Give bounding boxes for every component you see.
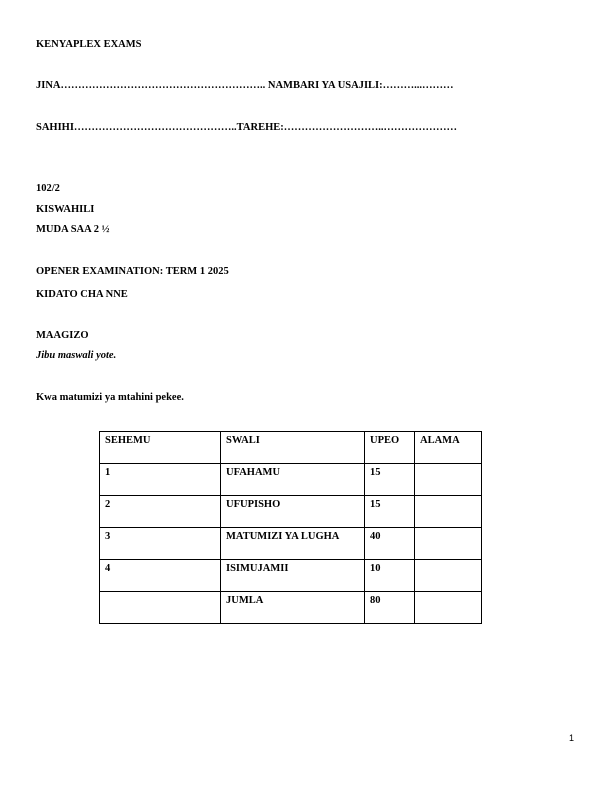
header-cell: ALAMA: [415, 432, 482, 464]
instructions-heading: MAAGIZO: [36, 330, 89, 341]
cell-sehemu: 4: [100, 560, 221, 592]
marks-table: [99, 431, 482, 624]
table-header-row: [100, 432, 482, 464]
subject: KISWAHILI: [36, 204, 95, 215]
page-number: 1: [569, 733, 575, 743]
name-registration-line: JINA………………………………………………….. NAMBARI YA USAJILI:………...………: [36, 80, 454, 91]
cell-alama[interactable]: [415, 528, 482, 560]
cell-alama[interactable]: [415, 560, 482, 592]
cell-sehemu: [100, 592, 221, 624]
cell-sehemu: 2: [100, 496, 221, 528]
duration: MUDA SAA 2 ½: [36, 224, 110, 235]
cell-sehemu: 1: [100, 464, 221, 496]
cell-sehemu: 3: [100, 528, 221, 560]
table-row: [100, 528, 482, 560]
cell-alama[interactable]: [415, 592, 482, 624]
cell-swali: ISIMUJAMII: [221, 560, 365, 592]
instructions-text: Jibu maswali yote.: [36, 350, 117, 361]
cell-upeo: 15: [365, 464, 415, 496]
header-cell: SEHEMU: [100, 432, 221, 464]
form-level: KIDATO CHA NNE: [36, 289, 128, 300]
examiner-note: Kwa matumizi ya mtahini pekee.: [36, 392, 184, 403]
cell-upeo: 40: [365, 528, 415, 560]
cell-swali: UFUPISHO: [221, 496, 365, 528]
cell-upeo: 10: [365, 560, 415, 592]
cell-alama[interactable]: [415, 464, 482, 496]
header-cell: SWALI: [221, 432, 365, 464]
signature-date-line: SAHIHI………………………………………..TAREHE:………………………..…………………: [36, 122, 457, 133]
cell-swali: MATUMIZI YA LUGHA: [221, 528, 365, 560]
cell-upeo: 15: [365, 496, 415, 528]
header-cell: UPEO: [365, 432, 415, 464]
table-row: [100, 464, 482, 496]
table-total-row: [100, 592, 482, 624]
table-row: [100, 560, 482, 592]
org-title: KENYAPLEX EXAMS: [36, 39, 142, 50]
cell-swali: JUMLA: [221, 592, 365, 624]
cell-upeo: 80: [365, 592, 415, 624]
table-row: [100, 496, 482, 528]
exam-title: OPENER EXAMINATION: TERM 1 2025: [36, 266, 229, 277]
cell-alama[interactable]: [415, 496, 482, 528]
paper-code: 102/2: [36, 183, 60, 194]
cell-swali: UFAHAMU: [221, 464, 365, 496]
